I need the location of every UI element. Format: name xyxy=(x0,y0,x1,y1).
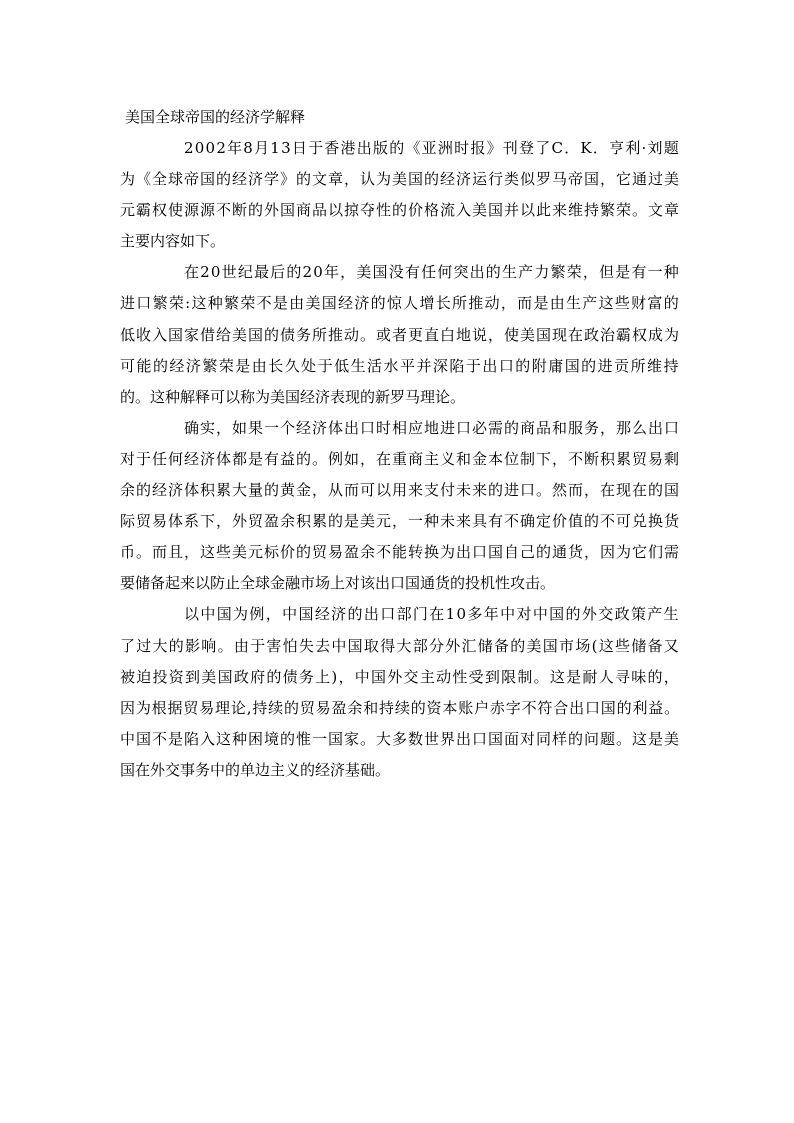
paragraph xyxy=(120,413,680,600)
paragraph-line: 在20世纪最后的20年，美国没有任何突出的生产力繁荣，但是有一种 xyxy=(184,263,680,282)
paragraph-line: 为《全球帝国的经济学》的文章，认为美国的经济运行类似罗马帝国，它通过美 xyxy=(120,170,680,189)
paragraph-line: 因为根据贸易理论,持续的贸易盈余和持续的资本账户赤字不符合出口国的利益。 xyxy=(120,698,680,717)
paragraph-line: 确实，如果一个经济体出口时相应地进口必需的商品和服务，那么出口 xyxy=(184,418,680,437)
document-body xyxy=(120,102,680,786)
paragraph-line: 国在外交事务中的单边主义的经济基础。 xyxy=(120,760,391,779)
paragraph xyxy=(120,133,680,257)
paragraph-line: 主要内容如下。 xyxy=(120,232,226,251)
document-title: 美国全球帝国的经济学解释 xyxy=(125,108,306,126)
paragraph-line: 际贸易体系下，外贸盈余积累的是美元，一种未来具有不确定价值的不可兑换货 xyxy=(120,512,680,531)
paragraph xyxy=(120,599,680,786)
paragraph-line: 2002年8月13日于香港出版的《亚洲时报》刊登了C．K．亨利·刘题 xyxy=(184,139,680,157)
paragraph-line: 币。而且，这些美元标价的贸易盈余不能转换为出口国自己的通货，因为它们需 xyxy=(120,543,680,562)
paragraph-line: 低收入国家借给美国的债务所推动。或者更直白地说，使美国现在政治霸权成为 xyxy=(120,325,680,344)
paragraph-line: 了过大的影响。由于害怕失去中国取得大部分外汇储备的美国市场(这些储备又 xyxy=(120,636,680,655)
paragraph-line: 以中国为例，中国经济的出口部门在10多年中对中国的外交政策产生 xyxy=(184,605,680,624)
paragraph-line: 余的经济体积累大量的黄金，从而可以用来支付未来的进口。然而，在现在的国 xyxy=(120,481,680,500)
paragraph-line: 要储备起来以防止全球金融市场上对该出口国通货的投机性攻击。 xyxy=(120,574,556,593)
paragraph-line: 进口繁荣:这种繁荣不是由美国经济的惊人增长所推动，而是由生产这些财富的 xyxy=(120,294,680,313)
paragraph xyxy=(120,257,680,412)
paragraph-line: 的。这种解释可以称为美国经济表现的新罗马理论。 xyxy=(120,387,466,406)
paragraph-line: 对于任何经济体都是有益的。例如，在重商主义和金本位制下，不断积累贸易剩 xyxy=(120,449,680,468)
paragraph-line: 可能的经济繁荣是由长久处于低生活水平并深陷于出口的附庸国的进贡所维持 xyxy=(120,356,680,375)
paragraph-list xyxy=(120,133,680,786)
paragraph-line: 中国不是陷入这种困境的惟一国家。大多数世界出口国面对同样的问题。这是美 xyxy=(120,729,680,748)
paragraph-line: 被迫投资到美国政府的债务上)，中国外交主动性受到限制。这是耐人寻味的， xyxy=(120,667,680,686)
paragraph-line: 元霸权使源源不断的外国商品以掠夺性的价格流入美国并以此来维持繁荣。文章 xyxy=(120,201,680,220)
